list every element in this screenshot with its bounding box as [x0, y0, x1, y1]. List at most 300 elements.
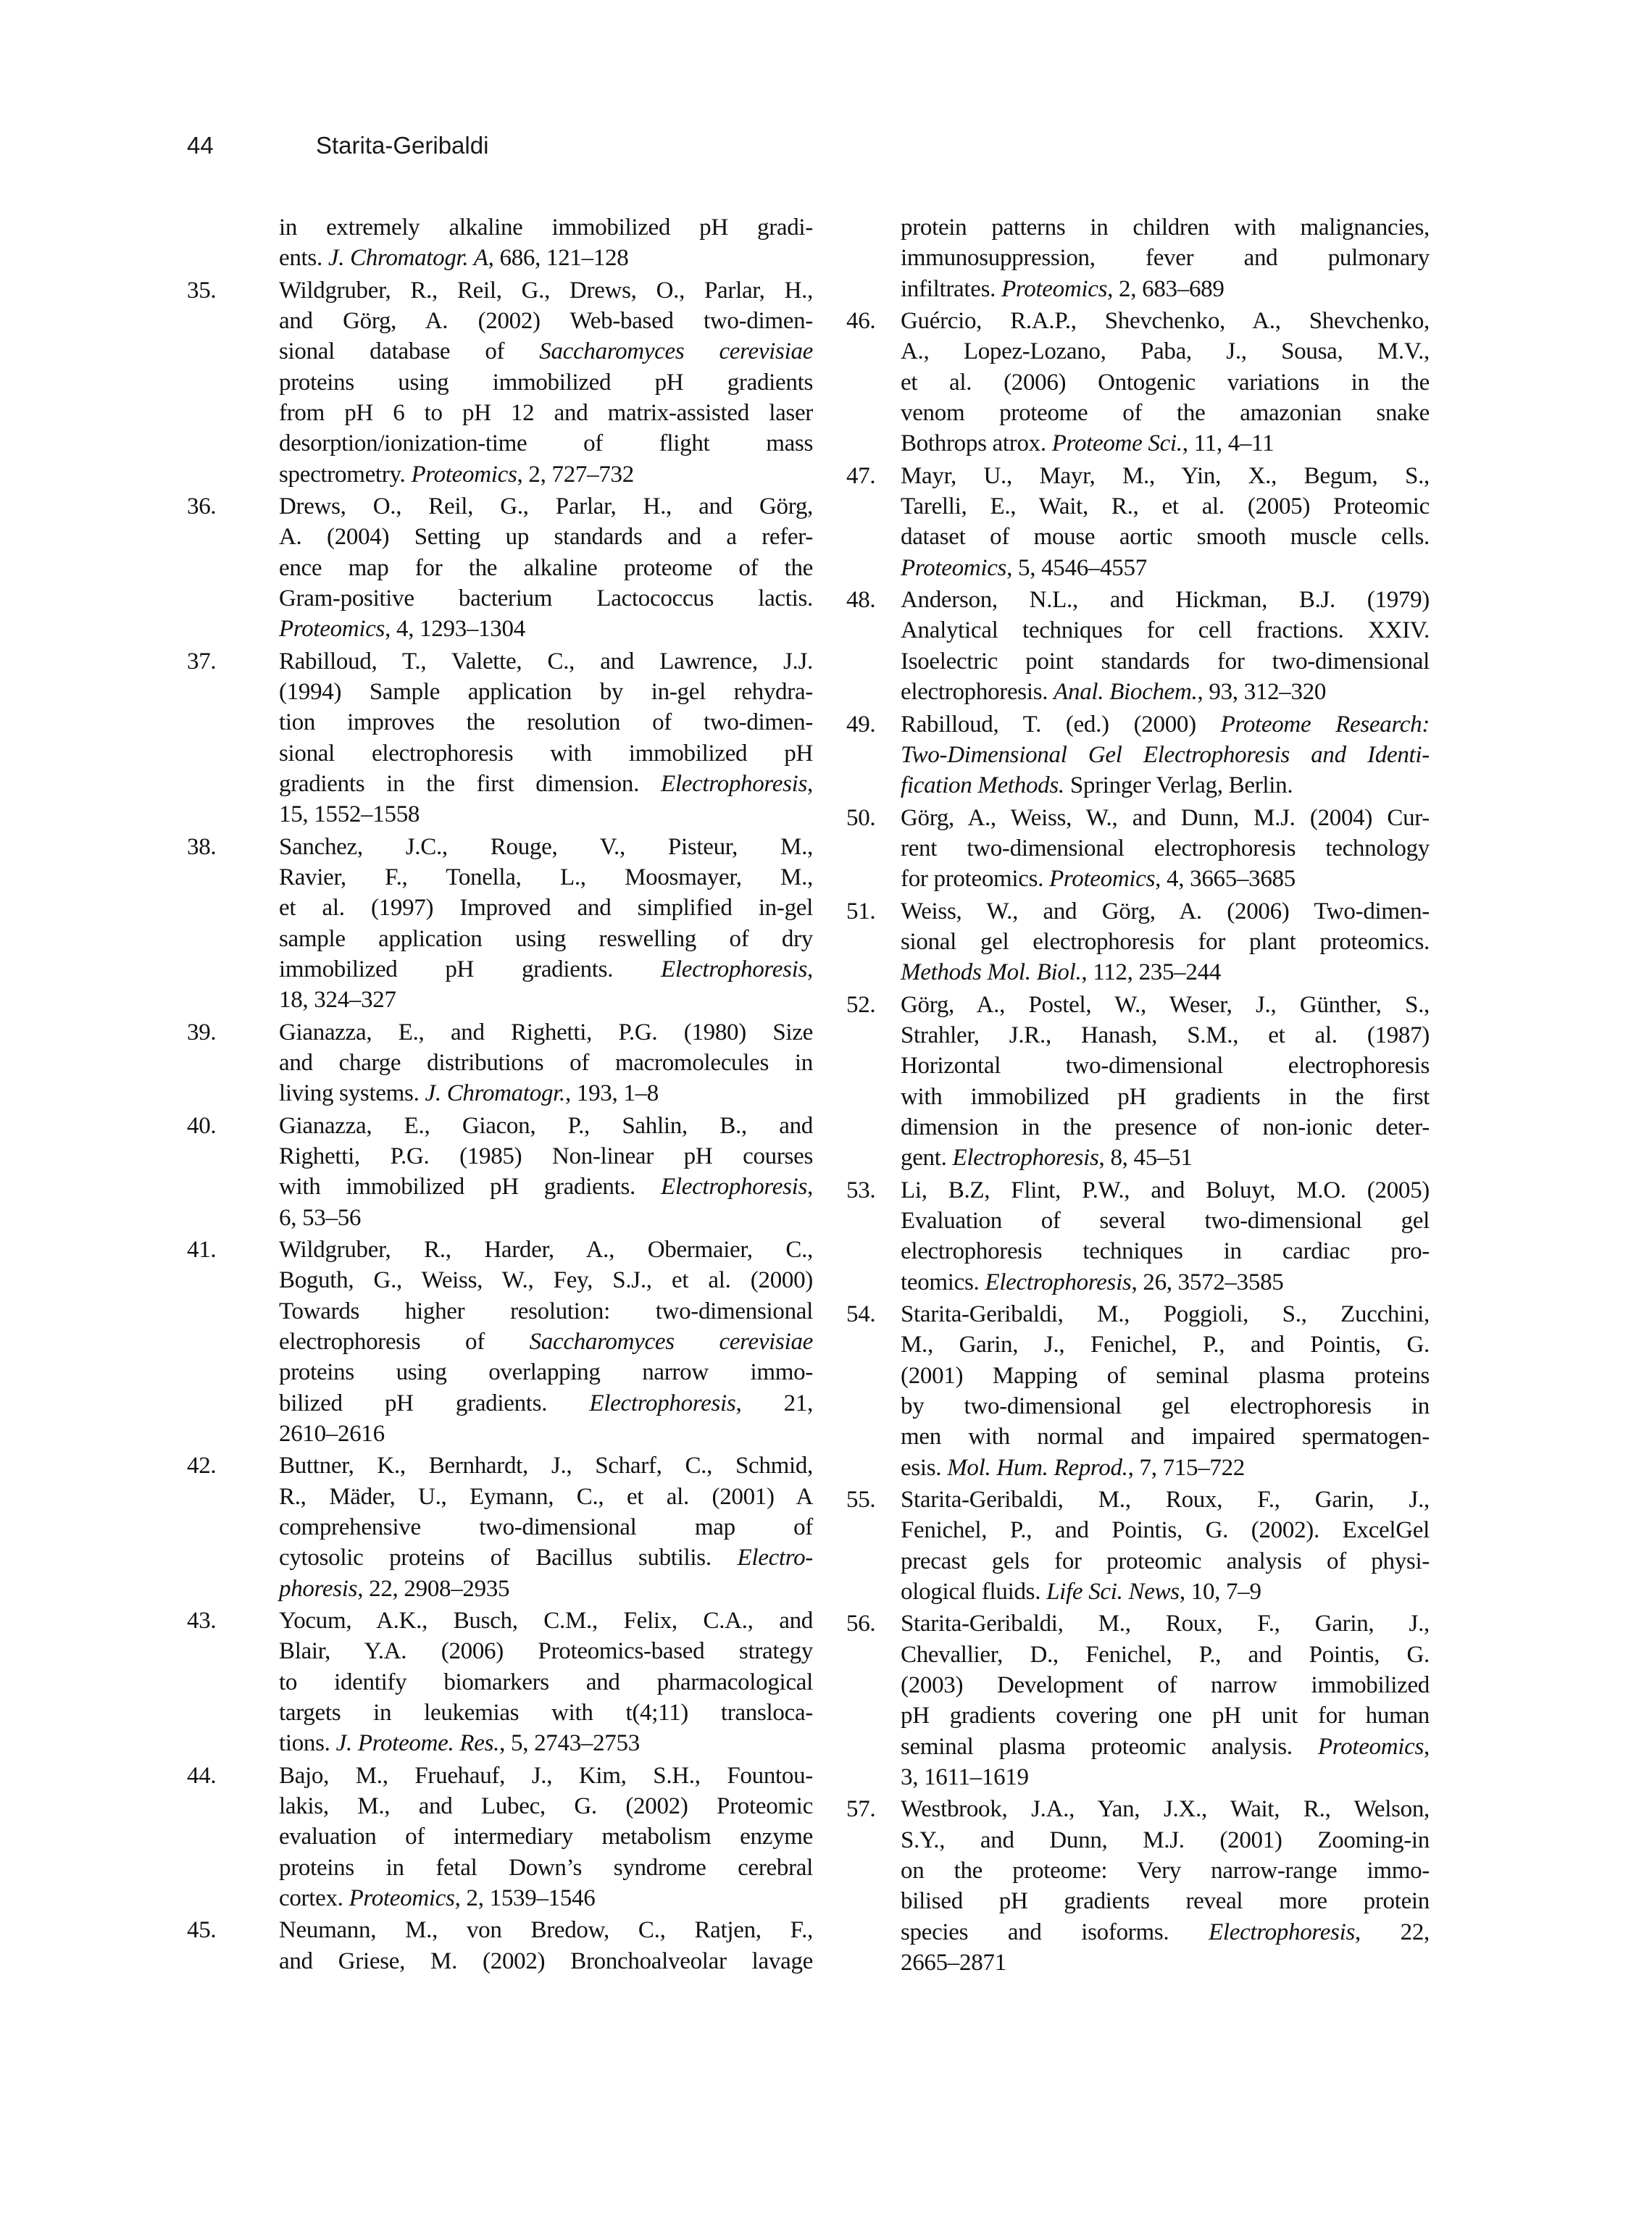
text-segment: Starita-Geribaldi, M., Poggioli, S., Zucchini,: [901, 1301, 1430, 1328]
text-segment: Strahler, J.R., Hanash, S.M., et al. (1987): [901, 1022, 1430, 1049]
reference-number: 51.: [846, 898, 876, 924]
text-segment: and Griese, M. (2002) Bronchoalveolar lavage: [279, 1948, 813, 1974]
text-segment: protein patterns in children with malignancies,: [901, 214, 1430, 241]
reference-line: [279, 893, 813, 923]
page-number: 44: [187, 132, 214, 159]
text-segment: and charge distributions of macromolecules in: [279, 1049, 813, 1076]
reference-line: [279, 428, 813, 459]
reference-entry: [187, 491, 813, 644]
italic-title-segment: Proteomics: [1049, 866, 1156, 893]
text-segment: cortex.: [279, 1884, 349, 1911]
text-segment: proteins in fetal Down’s syndrome cerebral: [279, 1854, 813, 1881]
reference-line: [901, 1640, 1430, 1670]
text-segment: by two-dimensional gel electrophoresis in: [901, 1393, 1430, 1419]
italic-title-segment: fication Methods.: [901, 772, 1064, 799]
reference-entry: [187, 832, 813, 1016]
text-segment: sample application using reswelling of dry: [279, 925, 813, 952]
text-segment: A. (2004) Setting up standards and a refer-: [279, 524, 813, 551]
reference-number: 53.: [846, 1177, 876, 1203]
text-segment: species and isoforms.: [901, 1919, 1209, 1945]
text-segment: Boguth, G., Weiss, W., Fey, S.J., et al. (2000): [279, 1267, 813, 1294]
reference-line: [279, 583, 813, 614]
reference-line: [901, 990, 1430, 1020]
reference-line: [901, 1762, 1430, 1792]
text-segment: ,: [807, 770, 813, 797]
text-segment: men with normal and impaired spermatogen-: [901, 1424, 1430, 1450]
text-segment: dimension in the presence of non-ionic deter-: [901, 1114, 1430, 1140]
text-segment: living systems.: [279, 1080, 425, 1107]
text-segment: (2001) Mapping of seminal plasma proteins: [901, 1362, 1430, 1389]
italic-title-segment: phoresis: [279, 1575, 358, 1602]
italic-title-segment: Anal. Biochem.: [1054, 679, 1198, 706]
reference-continuation: [187, 212, 813, 274]
text-segment: gradients in the first dimension.: [279, 770, 662, 797]
text-segment: proteins using overlapping narrow immo-: [279, 1359, 813, 1386]
italic-title-segment: Proteomics: [279, 616, 385, 643]
reference-entry: [846, 306, 1430, 459]
reference-line: [279, 367, 813, 398]
text-segment: on the proteome: Very narrow-range immo-: [901, 1857, 1430, 1884]
reference-line: [901, 1855, 1430, 1886]
reference-line: [279, 1141, 813, 1172]
text-segment: 15, 1552–1558: [279, 801, 420, 828]
reference-line: [279, 1265, 813, 1295]
reference-line: [901, 553, 1430, 583]
text-segment: electrophoresis.: [901, 679, 1054, 706]
reference-number: 54.: [846, 1301, 876, 1328]
text-segment: , 11, 4–11: [1182, 430, 1275, 457]
reference-number: 42.: [187, 1453, 217, 1479]
text-segment: to identify biomarkers and pharmacological: [279, 1669, 813, 1695]
text-segment: Starita-Geribaldi, M., Roux, F., Garin, J.,: [901, 1487, 1430, 1514]
reference-text: [279, 491, 813, 644]
text-segment: in extremely alkaline immobilized pH gradi-: [279, 214, 813, 241]
text-segment: spectrometry.: [279, 461, 412, 488]
text-segment: Görg, A., Postel, W., Weser, J., Günther, S.,: [901, 991, 1430, 1018]
text-segment: , 686, 121–128: [488, 245, 629, 272]
text-segment: Analytical techniques for cell fractions. XXIV.: [901, 617, 1430, 644]
reference-line: [901, 1143, 1430, 1173]
reference-line: [901, 1948, 1430, 1978]
reference-text: [901, 1485, 1430, 1607]
text-segment: tions.: [279, 1730, 336, 1757]
reference-line: [279, 1296, 813, 1327]
reference-text: [279, 1761, 813, 1913]
reference-line: [279, 799, 813, 830]
reference-number: 49.: [846, 711, 876, 738]
reference-line: [901, 336, 1430, 367]
reference-line: [901, 1608, 1430, 1639]
text-segment: Rabilloud, T. (ed.) (2000): [901, 711, 1221, 738]
text-segment: Buttner, K., Bernhardt, J., Scharf, C., Schmid,: [279, 1453, 813, 1479]
reference-number: 57.: [846, 1796, 876, 1823]
reference-line: [901, 1391, 1430, 1422]
reference-number: 39.: [187, 1019, 217, 1045]
reference-line: [901, 1299, 1430, 1329]
reference-text: [901, 990, 1430, 1174]
italic-title-segment: Proteomics: [349, 1884, 455, 1911]
text-segment: 2610–2616: [279, 1420, 385, 1447]
italic-title-segment: Electrophoresis: [985, 1269, 1132, 1295]
reference-line: [279, 1761, 813, 1791]
reference-line: [901, 1206, 1430, 1236]
text-segment: M., Garin, J., Fenichel, P., and Pointis, G.: [901, 1332, 1430, 1358]
reference-line: [901, 1825, 1430, 1855]
text-segment: Drews, O., Reil, G., Parlar, H., and Görg,: [279, 493, 813, 520]
text-segment: S.Y., and Dunn, M.J. (2001) Zooming-in: [901, 1827, 1430, 1853]
text-segment: Li, B.Z, Flint, P.W., and Boluyt, M.O. (2005): [901, 1177, 1430, 1203]
reference-line: [901, 1732, 1430, 1762]
reference-entry: [846, 585, 1430, 707]
italic-title-segment: Electrophoresis: [952, 1145, 1099, 1172]
reference-line: [279, 459, 813, 490]
reference-entry: [846, 461, 1430, 583]
text-segment: (2003) Development of narrow immobilized: [901, 1672, 1430, 1699]
reference-line: [901, 1267, 1430, 1298]
reference-line: [901, 1422, 1430, 1452]
reference-line: [279, 1883, 813, 1913]
reference-line: [901, 957, 1430, 988]
reference-line: [279, 924, 813, 954]
text-segment: Isoelectric point standards for two-dimensional: [901, 648, 1430, 675]
italic-title-segment: Electrophoresis: [1209, 1919, 1356, 1945]
text-segment: dataset of mouse aortic smooth muscle cells.: [901, 524, 1430, 551]
reference-text: [279, 275, 813, 490]
reference-entry: [846, 896, 1430, 988]
reference-number: 46.: [846, 308, 876, 335]
text-segment: bilised pH gradients reveal more protein: [901, 1888, 1430, 1915]
text-segment: Gianazza, E., Giacon, P., Sahlin, B., and: [279, 1112, 813, 1139]
italic-title-segment: Electrophoresis: [661, 1174, 808, 1201]
reference-line: [279, 677, 813, 707]
reference-line: [901, 896, 1430, 927]
reference-line: [901, 367, 1430, 398]
text-segment: proteins using immobilized pH gradients: [279, 369, 813, 396]
reference-line: [901, 740, 1430, 770]
reference-text: [279, 212, 813, 274]
reference-line: [279, 336, 813, 367]
reference-line: [279, 1419, 813, 1449]
text-segment: targets in leukemias with t(4;11) transloca-: [279, 1699, 813, 1726]
italic-title-segment: Proteomics: [901, 554, 1007, 581]
reference-entry: [846, 709, 1430, 801]
text-segment: (1994) Sample application by in-gel rehydra-: [279, 679, 813, 706]
reference-line: [279, 1512, 813, 1543]
reference-line: [279, 1482, 813, 1512]
italic-title-segment: Mol. Hum. Reprod.: [947, 1454, 1128, 1481]
reference-line: [901, 1794, 1430, 1824]
text-segment: Bothrops atrox.: [901, 430, 1052, 457]
reference-text: [901, 1299, 1430, 1483]
italic-title-segment: Electrophoresis: [661, 770, 808, 797]
reference-entry: [187, 646, 813, 830]
reference-line: [279, 738, 813, 769]
text-segment: ents.: [279, 245, 328, 272]
reference-entry: [846, 1175, 1430, 1298]
reference-entry: [846, 1794, 1430, 1978]
text-segment: 3, 1611–1619: [901, 1763, 1029, 1790]
text-segment: Wildgruber, R., Reil, G., Drews, O., Parlar, H.,: [279, 277, 813, 304]
italic-title-segment: Electrophoresis: [661, 956, 808, 982]
reference-number: 41.: [187, 1237, 217, 1264]
text-segment: for proteomics.: [901, 866, 1050, 893]
text-segment: ence map for the alkaline proteome of the: [279, 554, 813, 581]
text-segment: Guércio, R.A.P., Shevchenko, A., Shevchenko,: [901, 308, 1430, 335]
text-segment: esis.: [901, 1454, 948, 1481]
reference-line: [901, 1485, 1430, 1515]
reference-line: [901, 1577, 1430, 1607]
reference-entry: [187, 1606, 813, 1758]
text-segment: Anderson, N.L., and Hickman, B.J. (1979): [901, 587, 1430, 614]
reference-list-left-column: [187, 212, 813, 1978]
text-segment: , 112, 235–244: [1081, 959, 1221, 986]
text-segment: , 10, 7–9: [1179, 1578, 1261, 1605]
text-segment: Springer Verlag, Berlin.: [1064, 772, 1293, 799]
text-segment: 18, 324–327: [279, 987, 396, 1014]
text-segment: Weiss, W., and Görg, A. (2006) Two-dimen-: [901, 898, 1430, 924]
reference-text: [901, 1608, 1430, 1792]
text-segment: and Görg, A. (2002) Web-based two-dimen-: [279, 308, 813, 335]
reference-line: [901, 1546, 1430, 1577]
text-segment: , 4, 1293–1304: [385, 616, 525, 643]
reference-number: 36.: [187, 493, 217, 520]
reference-line: [901, 927, 1430, 957]
reference-text: [901, 709, 1430, 801]
italic-title-segment: J. Chromatogr.: [425, 1080, 565, 1107]
text-segment: Towards higher resolution: two-dimensional: [279, 1298, 813, 1324]
italic-title-segment: Saccharomyces cerevisiae: [529, 1329, 813, 1355]
text-segment: Fenichel, P., and Pointis, G. (2002). ExcelGel: [901, 1517, 1430, 1544]
text-segment: seminal plasma proteomic analysis.: [901, 1733, 1318, 1760]
reference-line: [279, 614, 813, 644]
text-segment: cytosolic proteins of Bacillus subtilis.: [279, 1545, 738, 1571]
text-segment: precast gels for proteomic analysis of physi-: [901, 1548, 1430, 1574]
reference-line: [279, 398, 813, 428]
text-segment: , 8, 45–51: [1098, 1145, 1193, 1172]
reference-line: [901, 1236, 1430, 1266]
reference-line: [901, 398, 1430, 428]
reference-number: 56.: [846, 1611, 876, 1637]
text-segment: Bajo, M., Fruehauf, J., Kim, S.H., Fountou-: [279, 1762, 813, 1789]
reference-line: [279, 1791, 813, 1821]
text-segment: comprehensive two-dimensional map of: [279, 1514, 813, 1540]
reference-entry: [846, 1299, 1430, 1483]
reference-continuation: [846, 212, 1430, 304]
reference-line: [901, 306, 1430, 336]
italic-title-segment: Methods Mol. Biol.: [901, 959, 1082, 986]
text-segment: ,: [807, 956, 813, 982]
text-segment: ological fluids.: [901, 1578, 1047, 1605]
reference-line: [901, 461, 1430, 491]
reference-number: 37.: [187, 648, 217, 675]
reference-line: [279, 1821, 813, 1852]
reference-entry: [846, 1485, 1430, 1607]
italic-title-segment: Life Sci. News: [1046, 1578, 1180, 1605]
text-segment: Neumann, M., von Bredow, C., Ratjen, F.,: [279, 1917, 813, 1944]
text-segment: et al. (2006) Ontogenic variations in the: [901, 369, 1430, 396]
reference-number: 35.: [187, 277, 217, 304]
reference-line: [279, 1017, 813, 1048]
italic-title-segment: J. Chromatogr. A: [328, 245, 488, 272]
reference-line: [279, 832, 813, 862]
text-segment: Yocum, A.K., Busch, C.M., Felix, C.A., and: [279, 1608, 813, 1635]
italic-title-segment: Proteomics: [1317, 1733, 1424, 1760]
text-segment: , 5, 2743–2753: [499, 1730, 640, 1757]
reference-text: [901, 585, 1430, 707]
reference-line: [279, 1203, 813, 1233]
italic-title-segment: Two-Dimensional Gel Electrophoresis and Identi-: [901, 741, 1430, 768]
reference-entry: [846, 1608, 1430, 1792]
reference-text: [901, 461, 1430, 583]
text-segment: , 26, 3572–3585: [1131, 1269, 1284, 1295]
reference-number: 50.: [846, 804, 876, 831]
reference-line: [901, 1112, 1430, 1143]
reference-line: [901, 428, 1430, 459]
reference-line: [901, 1515, 1430, 1545]
reference-line: [279, 1946, 813, 1976]
text-segment: , 93, 312–320: [1197, 679, 1327, 706]
reference-line: [279, 646, 813, 677]
italic-title-segment: Proteomics: [1001, 275, 1108, 302]
reference-text: [279, 646, 813, 830]
reference-entry: [187, 1017, 813, 1109]
text-segment: electrophoresis techniques in cardiac pro-: [901, 1238, 1430, 1265]
italic-title-segment: Proteome Sci.: [1051, 430, 1182, 457]
text-segment: teomics.: [901, 1269, 985, 1295]
reference-line: [279, 212, 813, 243]
reference-number: 40.: [187, 1112, 217, 1139]
text-segment: tion improves the resolution of two-dimen-: [279, 709, 813, 736]
reference-number: 52.: [846, 991, 876, 1018]
text-segment: with immobilized pH gradients.: [279, 1174, 662, 1201]
text-segment: R., Mäder, U., Eymann, C., et al. (2001) A: [279, 1483, 813, 1510]
reference-line: [901, 1082, 1430, 1112]
text-segment: desorption/ionization-time of flight mass: [279, 430, 813, 457]
text-segment: Gram-positive bacterium Lactococcus lactis.: [279, 585, 813, 611]
text-segment: , 2, 727–732: [517, 461, 634, 488]
reference-line: [901, 1886, 1430, 1916]
reference-entry: [187, 1450, 813, 1603]
reference-entry: [846, 803, 1430, 895]
reference-line: [901, 1051, 1430, 1081]
text-segment: Tarelli, E., Wait, R., et al. (2005) Proteomic: [901, 493, 1430, 520]
text-segment: , 5, 4546–4557: [1006, 554, 1147, 581]
reference-line: [279, 1915, 813, 1945]
reference-line: [901, 864, 1430, 894]
reference-number: 38.: [187, 833, 217, 860]
text-segment: bilized pH gradients.: [279, 1390, 590, 1416]
reference-text: [279, 1606, 813, 1758]
reference-text: [901, 803, 1430, 895]
reference-line: [901, 274, 1430, 304]
reference-number: 47.: [846, 462, 876, 489]
reference-text: [279, 1017, 813, 1109]
text-segment: venom proteome of the amazonian snake: [901, 399, 1430, 426]
reference-number: 55.: [846, 1487, 876, 1514]
reference-entry: [846, 990, 1430, 1174]
text-segment: lakis, M., and Lubec, G. (2002) Proteomic: [279, 1793, 813, 1820]
italic-title-segment: Proteomics: [411, 461, 517, 488]
text-segment: , 193, 1–8: [564, 1080, 659, 1107]
text-segment: sional gel electrophoresis for plant proteomics.: [901, 928, 1430, 955]
reference-number: 48.: [846, 587, 876, 614]
reference-line: [901, 709, 1430, 740]
text-segment: Mayr, U., Mayr, M., Yin, X., Begum, S.,: [901, 462, 1430, 489]
text-segment: 2665–2871: [901, 1949, 1006, 1976]
text-segment: pH gradients covering one pH unit for human: [901, 1703, 1430, 1729]
text-segment: A., Lopez-Lozano, Paba, J., Sousa, M.V.,: [901, 338, 1430, 365]
reference-line: [279, 306, 813, 336]
text-segment: rent two-dimensional electrophoresis technology: [901, 835, 1430, 861]
text-segment: sional database of: [279, 338, 540, 365]
text-segment: Rabilloud, T., Valette, C., and Lawrence, J.J.: [279, 648, 813, 675]
reference-line: [279, 1606, 813, 1636]
text-segment: , 22, 2908–2935: [357, 1575, 510, 1602]
text-segment: Wildgruber, R., Harder, A., Obermaier, C.,: [279, 1237, 813, 1264]
reference-line: [279, 1853, 813, 1883]
reference-line: [901, 1670, 1430, 1700]
reference-line: [279, 1388, 813, 1419]
reference-list-right-column: [846, 212, 1430, 1979]
text-segment: , 4, 3665–3685: [1155, 866, 1296, 893]
text-segment: Horizontal two-dimensional electrophoresis: [901, 1053, 1430, 1080]
text-segment: Righetti, P.G. (1985) Non-linear pH courses: [279, 1143, 813, 1170]
reference-line: [279, 954, 813, 985]
reference-line: [279, 1111, 813, 1141]
text-segment: et al. (1997) Improved and simplified in-gel: [279, 895, 813, 922]
text-segment: Ravier, F., Tonella, L., Moosmayer, M.,: [279, 864, 813, 890]
text-segment: electrophoresis of: [279, 1329, 530, 1355]
reference-line: [279, 1698, 813, 1728]
reference-line: [279, 862, 813, 893]
reference-number: 45.: [187, 1917, 217, 1944]
reference-line: [279, 553, 813, 583]
reference-line: [279, 707, 813, 738]
reference-entry: [187, 275, 813, 490]
reference-line: [901, 833, 1430, 864]
reference-line: [279, 275, 813, 306]
reference-line: [901, 1020, 1430, 1051]
reference-line: [901, 803, 1430, 833]
text-segment: ,: [807, 1174, 813, 1201]
reference-line: [279, 985, 813, 1015]
text-segment: 6, 53–56: [279, 1204, 362, 1231]
reference-line: [901, 1175, 1430, 1206]
reference-text: [279, 1915, 813, 1976]
italic-title-segment: Electro-: [737, 1545, 813, 1571]
italic-title-segment: Electrophoresis: [589, 1390, 736, 1416]
text-segment: , 22,: [1355, 1919, 1430, 1945]
text-segment: Chevallier, D., Fenichel, P., and Pointis, G.: [901, 1641, 1430, 1668]
text-segment: ,: [1424, 1733, 1430, 1760]
text-segment: , 21,: [735, 1390, 813, 1416]
reference-line: [279, 522, 813, 552]
text-segment: infiltrates.: [901, 275, 1002, 302]
italic-title-segment: J. Proteome. Res.: [335, 1730, 500, 1757]
reference-line: [279, 1357, 813, 1387]
reference-entry: [187, 1915, 813, 1976]
reference-line: [901, 1917, 1430, 1948]
text-segment: immobilized pH gradients.: [279, 956, 662, 982]
reference-line: [279, 1543, 813, 1573]
reference-text: [279, 1450, 813, 1603]
reference-line: [279, 1048, 813, 1078]
reference-line: [279, 1728, 813, 1758]
reference-line: [901, 615, 1430, 646]
reference-line: [901, 646, 1430, 677]
text-segment: , 7, 715–722: [1127, 1454, 1246, 1481]
reference-line: [901, 212, 1430, 243]
